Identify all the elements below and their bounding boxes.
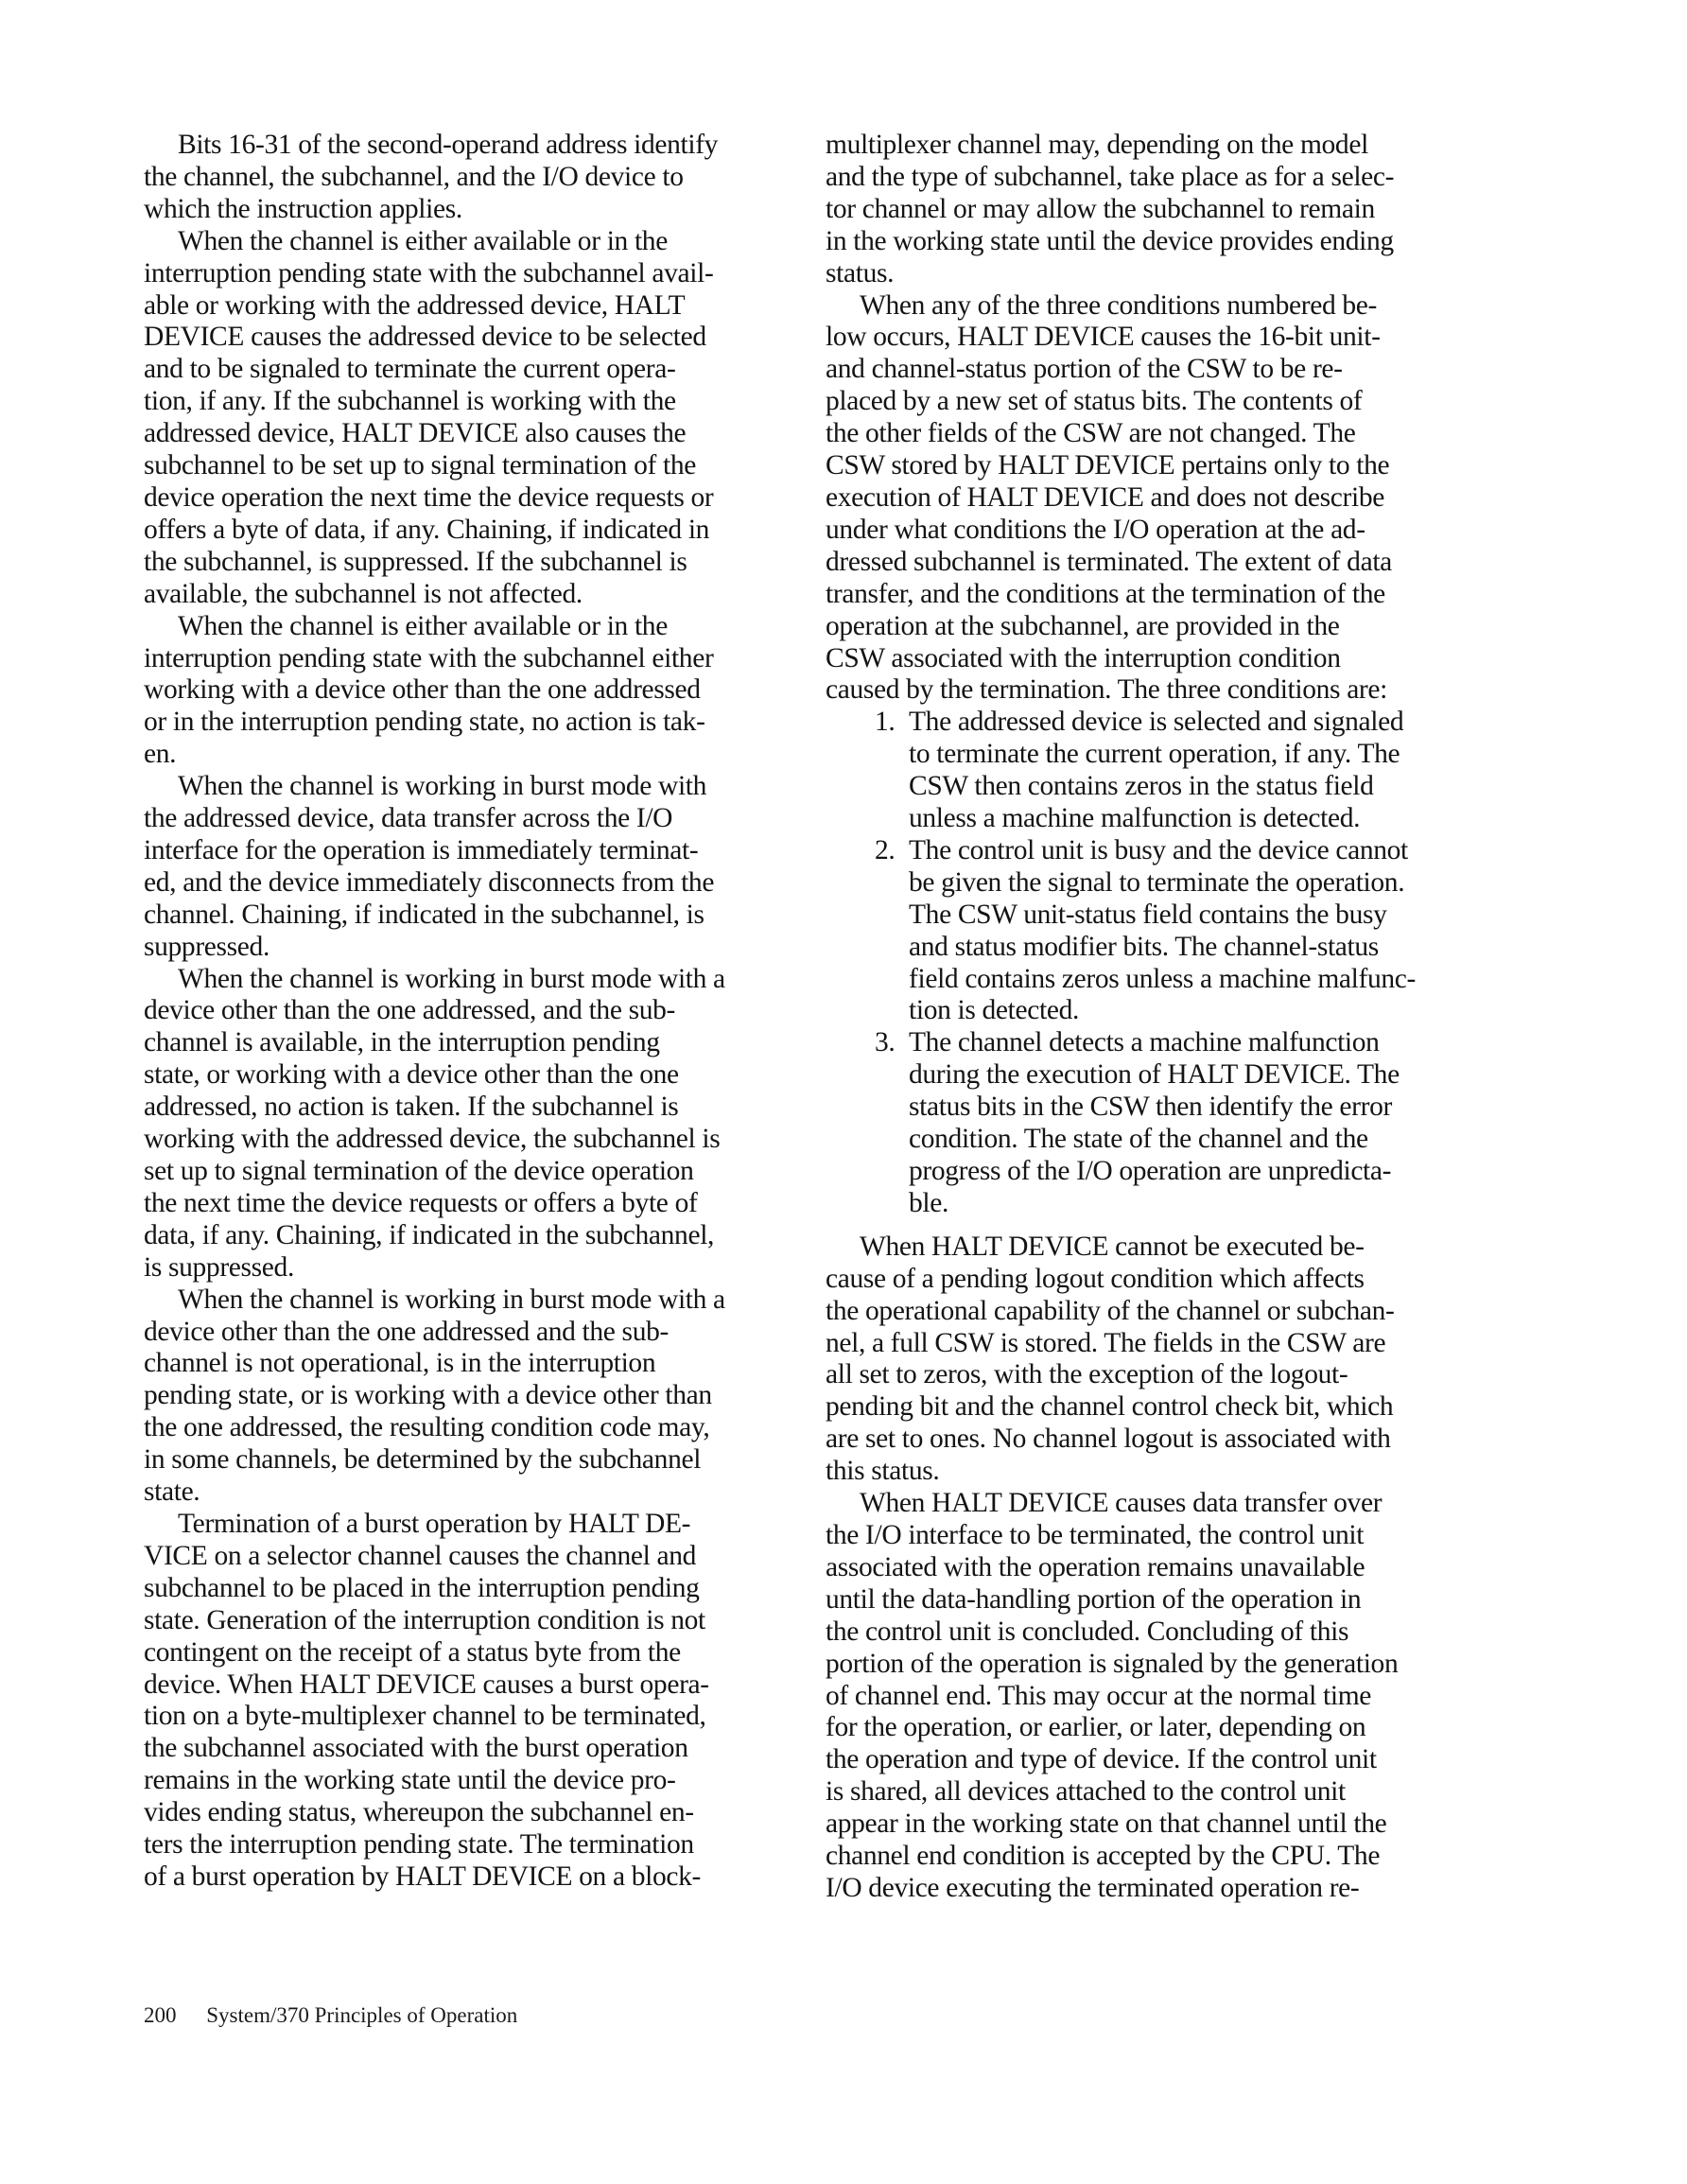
text-line: When HALT DEVICE cannot be executed be- <box>860 1231 1365 1262</box>
text-line: When HALT DEVICE causes data transfer over <box>860 1488 1383 1519</box>
text-line: The channel detects a machine malfunction <box>909 1027 1380 1058</box>
text-line: The CSW unit-status field contains the busy <box>909 899 1387 930</box>
text-line: dressed subchannel is terminated. The extent of data <box>826 546 1392 577</box>
text-line: state. Generation of the interruption condition is not <box>144 1604 705 1635</box>
text-line: device other than the one addressed and the sub- <box>144 1316 669 1347</box>
paragraph-continuation <box>826 130 1478 290</box>
text-line: which the instruction applies. <box>144 193 462 224</box>
text-line: CSW then contains zeros in the status field <box>909 771 1374 802</box>
text-line: available, the subchannel is not affected. <box>144 578 583 609</box>
text-line: and the type of subchannel, take place as for a selec- <box>826 161 1395 192</box>
text-line: set up to signal termination of the device operation <box>144 1156 694 1186</box>
text-line: interruption pending state with the subchannel avail- <box>144 257 714 288</box>
text-line: ble. <box>909 1187 949 1218</box>
numbered-list <box>875 707 1478 1220</box>
list-item <box>875 707 1478 835</box>
text-line: subchannel to be placed in the interruption pending <box>144 1572 700 1603</box>
text-line: and to be signaled to terminate the current opera- <box>144 354 676 385</box>
paragraph <box>144 226 777 611</box>
text-line: are set to ones. No channel logout is associated with <box>826 1424 1391 1455</box>
text-line: in the working state until the device provides ending <box>826 225 1394 256</box>
text-line: channel is not operational, is in the interruption <box>144 1348 656 1379</box>
text-line: placed by a new set of status bits. The contents of <box>826 386 1363 417</box>
text-line: When any of the three conditions numbered be- <box>860 289 1378 321</box>
text-line: and status modifier bits. The channel-status <box>909 931 1379 962</box>
left-column <box>144 130 777 1894</box>
text-line: in some channels, be determined by the subchannel <box>144 1444 702 1476</box>
text-line: and channel-status portion of the CSW to be re- <box>826 354 1343 385</box>
text-line: The addressed device is selected and signaled <box>909 707 1404 738</box>
text-line: interface for the operation is immediately terminat- <box>144 834 699 865</box>
text-line: en. <box>144 739 177 770</box>
text-line: field contains zeros unless a machine malfunc- <box>909 963 1417 994</box>
spacer <box>826 1220 1478 1232</box>
text-line: operation at the subchannel, are provided in the <box>826 610 1340 641</box>
text-line: under what conditions the I/O operation at the ad- <box>826 514 1365 545</box>
text-line: multiplexer channel may, depending on the model <box>826 130 1368 160</box>
text-line: channel. Chaining, if indicated in the subchannel, is <box>144 899 704 930</box>
text-line: remains in the working state until the device pro- <box>144 1765 676 1796</box>
text-line: interruption pending state with the subchannel either <box>144 642 714 673</box>
text-line: status bits in the CSW then identify the error <box>909 1092 1392 1123</box>
text-line: condition. The state of the channel and the <box>909 1124 1368 1155</box>
text-line: the one addressed, the resulting condition code may, <box>144 1412 710 1443</box>
list-number: 1. <box>875 707 896 738</box>
paragraph <box>144 611 777 772</box>
text-line: cause of a pending logout condition which affects <box>826 1263 1365 1294</box>
text-line: When the channel is working in burst mode with <box>178 771 707 802</box>
text-line: be given the signal to terminate the operation. <box>909 866 1405 898</box>
text-line: status. <box>826 257 895 288</box>
text-line: VICE on a selector channel causes the channel and <box>144 1540 697 1571</box>
text-line: device. When HALT DEVICE causes a burst opera- <box>144 1669 709 1700</box>
text-line: associated with the operation remains unavailable <box>826 1551 1365 1582</box>
text-line: tion, if any. If the subchannel is working with the <box>144 386 676 417</box>
text-line: state, or working with a device other than the one <box>144 1059 679 1091</box>
text-line: caused by the termination. The three conditions are: <box>826 674 1387 706</box>
text-line: addressed, no action is taken. If the subchannel is <box>144 1092 679 1123</box>
text-line: I/O device executing the terminated operation re- <box>826 1872 1360 1903</box>
text-line: the other fields of the CSW are not changed. The <box>826 418 1356 449</box>
right-column <box>826 130 1478 1905</box>
text-line: When the channel is working in burst mode with a <box>178 1284 725 1315</box>
text-line: the subchannel associated with the burst operation <box>144 1733 688 1764</box>
text-line: The control unit is busy and the device cannot <box>909 834 1408 865</box>
text-line: data, if any. Chaining, if indicated in the subchannel, <box>144 1219 715 1250</box>
text-line: is shared, all devices attached to the control unit <box>826 1776 1346 1808</box>
text-line: device operation the next time the device requests or <box>144 481 714 513</box>
paragraph <box>144 771 777 963</box>
text-line: this status. <box>826 1456 940 1487</box>
text-line: offers a byte of data, if any. Chaining, if indicated in <box>144 514 710 545</box>
text-line: addressed device, HALT DEVICE also causes the <box>144 418 687 449</box>
list-number: 3. <box>875 1027 896 1058</box>
text-line: nel, a full CSW is stored. The fields in the CSW are <box>826 1327 1386 1358</box>
text-line: during the execution of HALT DEVICE. The <box>909 1059 1400 1091</box>
text-line: pending state, or is working with a device other than <box>144 1380 712 1411</box>
text-line: working with the addressed device, the subchannel is <box>144 1124 721 1155</box>
text-line: pending bit and the channel control check bit, which <box>826 1391 1394 1423</box>
text-line: When the channel is either available or in the <box>178 610 668 641</box>
text-line: the channel, the subchannel, and the I/O device to <box>144 161 684 192</box>
text-line: Termination of a burst operation by HALT DE- <box>178 1508 691 1539</box>
text-line: contingent on the receipt of a status byte from the <box>144 1636 681 1668</box>
paragraph <box>826 1488 1478 1905</box>
text-line: all set to zeros, with the exception of the logout- <box>826 1359 1348 1390</box>
text-line: vides ending status, whereupon the subchannel en- <box>144 1797 694 1828</box>
text-line: the operation and type of device. If the control unit <box>826 1744 1377 1775</box>
text-line: execution of HALT DEVICE and does not describe <box>826 481 1384 513</box>
text-line: When the channel is working in burst mode with a <box>178 963 725 994</box>
text-line: portion of the operation is signaled by the generation <box>826 1648 1399 1679</box>
text-line: suppressed. <box>144 931 270 962</box>
paragraph <box>144 130 777 226</box>
page-footer <box>144 2003 517 2028</box>
text-line: tor channel or may allow the subchannel to remain <box>826 193 1375 224</box>
text-line: of a burst operation by HALT DEVICE on a block- <box>144 1861 702 1892</box>
text-line: able or working with the addressed device, HALT <box>144 289 686 321</box>
text-line: channel is available, in the interruption pending <box>144 1027 660 1058</box>
text-line: device other than the one addressed, and the sub- <box>144 995 675 1026</box>
text-line: ters the interruption pending state. The termination <box>144 1829 694 1861</box>
text-line: tion is detected. <box>909 995 1080 1026</box>
text-line: appear in the working state on that channel until the <box>826 1808 1387 1840</box>
text-line: low occurs, HALT DEVICE causes the 16-bit unit- <box>826 322 1381 353</box>
text-line: the I/O interface to be terminated, the control unit <box>826 1519 1365 1550</box>
text-line: the subchannel, is suppressed. If the subchannel is <box>144 546 687 577</box>
text-line: unless a machine malfunction is detected. <box>909 803 1361 834</box>
text-line: to terminate the current operation, if any. The <box>909 739 1400 770</box>
text-line: channel end condition is accepted by the CPU. The <box>826 1841 1381 1872</box>
text-line: the addressed device, data transfer across the I/O <box>144 803 673 834</box>
text-line: When the channel is either available or in the <box>178 225 668 256</box>
paragraph <box>144 964 777 1284</box>
text-line: CSW stored by HALT DEVICE pertains only to the <box>826 450 1390 481</box>
text-line: of channel end. This may occur at the normal time <box>826 1680 1372 1711</box>
page-number: 200 <box>144 2003 177 2027</box>
paragraph-intro <box>826 290 1478 708</box>
text-line: the next time the device requests or offers a byte of <box>144 1187 698 1218</box>
text-line: tion on a byte-multiplexer channel to be terminated, <box>144 1701 706 1732</box>
text-line: CSW associated with the interruption condition <box>826 642 1341 673</box>
publication-title: System/370 Principles of Operation <box>206 2003 518 2027</box>
paragraph <box>144 1284 777 1509</box>
text-line: working with a device other than the one addressed <box>144 674 701 706</box>
text-line: for the operation, or earlier, or later, depending on <box>826 1712 1366 1743</box>
text-line: state. <box>144 1476 200 1508</box>
text-line: subchannel to be set up to signal termination of the <box>144 450 696 481</box>
text-line: until the data-handling portion of the operation in <box>826 1583 1362 1615</box>
list-number: 2. <box>875 834 896 865</box>
text-line: the operational capability of the channel or subchan- <box>826 1295 1395 1326</box>
text-line: DEVICE causes the addressed device to be selected <box>144 322 706 353</box>
list-item <box>875 1027 1478 1219</box>
text-line: the control unit is concluded. Concluding of this <box>826 1616 1349 1647</box>
text-line: or in the interruption pending state, no action is tak- <box>144 707 705 738</box>
list-item <box>875 835 1478 1027</box>
text-line: is suppressed. <box>144 1251 294 1283</box>
paragraph <box>144 1509 777 1894</box>
text-line: transfer, and the conditions at the termination of the <box>826 578 1385 609</box>
paragraph <box>826 1232 1478 1488</box>
text-line: progress of the I/O operation are unpredicta- <box>909 1156 1392 1186</box>
text-line: ed, and the device immediately disconnects from the <box>144 866 715 898</box>
text-line: Bits 16-31 of the second-operand address identify <box>178 130 719 160</box>
